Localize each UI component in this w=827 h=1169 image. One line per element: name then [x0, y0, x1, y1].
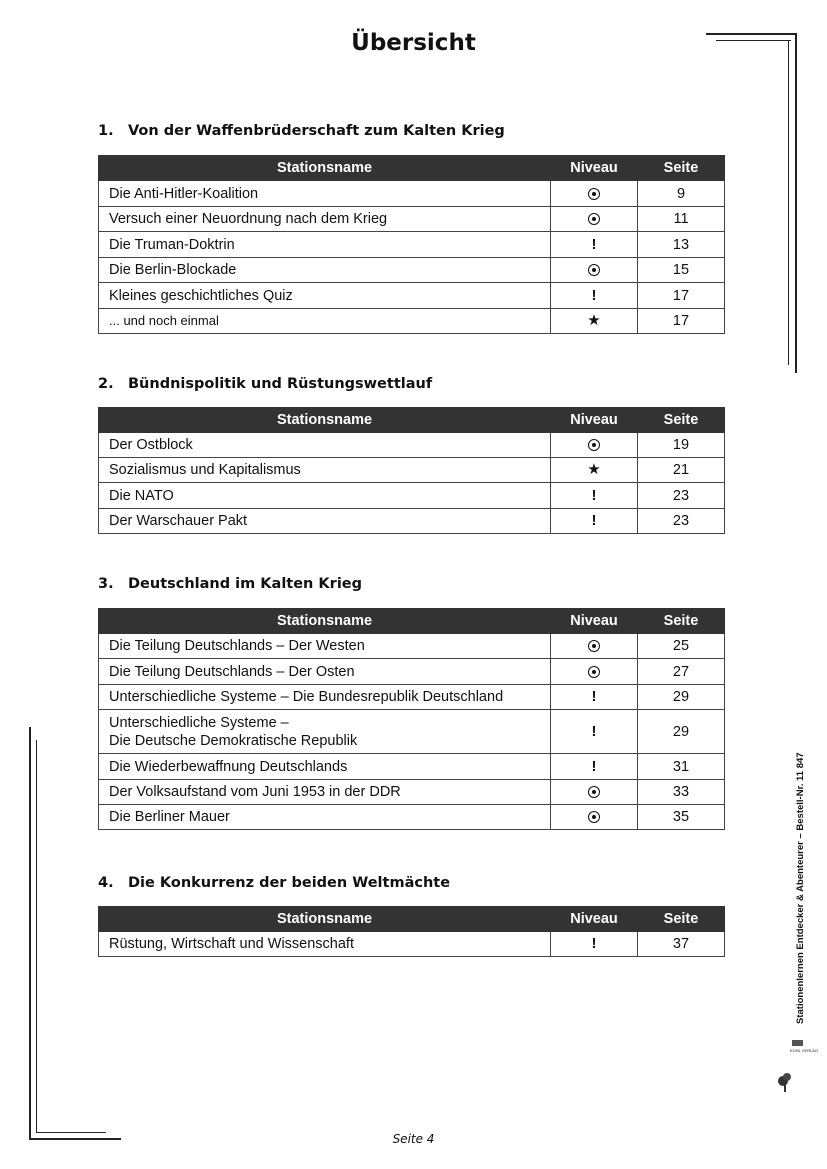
page-number: 19 [638, 433, 725, 458]
page-number: 17 [638, 309, 725, 334]
header-seite: Seite [638, 907, 725, 932]
star-icon: ★ [587, 312, 601, 329]
level-cell [551, 932, 638, 957]
exclamation-icon: ! [591, 512, 597, 529]
table-row [99, 509, 725, 534]
station-name: Die Wiederbewaffnung Deutschlands [109, 758, 348, 775]
page-title: Übersicht [351, 30, 476, 56]
table-row [99, 309, 725, 334]
publisher-logo-icon [774, 1038, 819, 1094]
exclamation-icon: ! [591, 722, 597, 740]
table-row [99, 634, 725, 659]
table-row [99, 805, 725, 830]
level-cell [551, 685, 638, 710]
header-seite: Seite [638, 609, 725, 634]
dot-circle-icon [588, 264, 600, 276]
section-heading [98, 875, 450, 891]
dot-circle-icon [588, 811, 600, 823]
section-number: 4. [98, 875, 114, 891]
stations-table [98, 906, 725, 957]
dot-circle-icon [588, 188, 600, 200]
station-name: Der Warschauer Pakt [109, 513, 248, 529]
table-row [99, 181, 725, 207]
station-name: Die Anti-Hitler-Koalition [109, 185, 259, 202]
table-row [99, 780, 725, 805]
header-stationsname: Stationsname [99, 609, 551, 634]
page-number: 37 [638, 932, 725, 957]
page-number: 21 [638, 458, 725, 483]
table-row [99, 710, 725, 754]
table-row [99, 754, 725, 780]
frame-right-line-inner [788, 40, 789, 365]
station-name: Der Ostblock [109, 437, 193, 453]
header-stationsname: Stationsname [99, 907, 551, 932]
page-number: 27 [638, 659, 725, 685]
page-number: 31 [638, 754, 725, 780]
station-name-line2: Die Deutsche Demokratische Republik [109, 732, 358, 749]
page-number: 25 [638, 634, 725, 659]
station-name-cell [99, 483, 551, 509]
station-name-cell [99, 659, 551, 685]
level-cell [551, 232, 638, 258]
exclamation-icon: ! [591, 757, 597, 775]
table-row [99, 932, 725, 957]
table-header-row [99, 907, 725, 932]
frame-left-line-inner [36, 740, 37, 1133]
station-name: ... und noch einmal [109, 313, 219, 328]
table-row [99, 433, 725, 458]
station-name: Rüstung, Wirtschaft und Wissenschaft [109, 936, 354, 952]
station-name: Die Berliner Mauer [109, 809, 230, 825]
exclamation-icon: ! [591, 688, 597, 705]
dot-circle-icon [588, 439, 600, 451]
level-cell [551, 433, 638, 458]
table-row [99, 483, 725, 509]
station-name: Die Berlin-Blockade [109, 262, 237, 278]
table-row [99, 258, 725, 283]
level-cell [551, 509, 638, 534]
page-number: 23 [638, 483, 725, 509]
exclamation-icon: ! [591, 486, 597, 504]
station-name: Unterschiedliche Systeme – [109, 714, 289, 731]
table-row [99, 685, 725, 710]
exclamation-icon: ! [591, 235, 597, 253]
dot-circle-icon [588, 786, 600, 798]
exclamation-icon: ! [591, 286, 597, 304]
header-niveau: Niveau [551, 408, 638, 433]
header-niveau: Niveau [551, 907, 638, 932]
level-cell [551, 634, 638, 659]
station-name-cell [99, 780, 551, 805]
station-name-cell [99, 805, 551, 830]
section-heading [98, 123, 505, 139]
stations-table [98, 407, 725, 534]
level-cell [551, 309, 638, 334]
station-name-cell [99, 710, 551, 754]
section-number: 2. [98, 376, 114, 392]
section-title: Bündnispolitik und Rüstungswettlauf [128, 376, 433, 392]
table-row [99, 458, 725, 483]
level-cell [551, 207, 638, 232]
stations-table [98, 608, 725, 830]
station-name-cell [99, 181, 551, 207]
page-number: 29 [638, 685, 725, 710]
section-number: 3. [98, 576, 114, 592]
station-name: Die Teilung Deutschlands – Der Westen [109, 638, 365, 654]
header-stationsname: Stationsname [99, 408, 551, 433]
table-header-row [99, 156, 725, 181]
level-cell [551, 483, 638, 509]
page-number: 11 [638, 207, 725, 232]
level-cell [551, 181, 638, 207]
header-seite: Seite [638, 408, 725, 433]
section-title: Deutschland im Kalten Krieg [128, 576, 363, 592]
station-name-cell [99, 433, 551, 458]
station-name: Sozialismus und Kapitalismus [109, 462, 301, 478]
page-number: 17 [638, 283, 725, 309]
station-name: Kleines geschichtliches Quiz [109, 287, 293, 304]
frame-right-line-outer [795, 33, 797, 373]
page-number: 29 [638, 710, 725, 754]
header-niveau: Niveau [551, 609, 638, 634]
side-order-text: Stationenlernen Entdecker & Abenteurer – Bestell-Nr. 11 847 [795, 752, 806, 1024]
level-cell [551, 659, 638, 685]
star-icon: ★ [587, 461, 601, 478]
stations-table [98, 155, 725, 334]
table-row [99, 207, 725, 232]
page-number: 9 [638, 181, 725, 207]
station-name-cell [99, 207, 551, 232]
level-cell [551, 458, 638, 483]
section-heading [98, 576, 362, 592]
page-number: 13 [638, 232, 725, 258]
logo-text: KOHL VERLAG [790, 1048, 819, 1053]
section-heading [98, 376, 432, 392]
station-name-cell [99, 754, 551, 780]
section-number: 1. [98, 123, 114, 139]
station-name-cell [99, 685, 551, 710]
station-name: Unterschiedliche Systeme – Die Bundesrepublik Deutschland [109, 689, 504, 705]
page-footer: Seite 4 [392, 1132, 435, 1146]
dot-circle-icon [588, 640, 600, 652]
station-name-cell [99, 283, 551, 309]
table-header-row [99, 408, 725, 433]
page-number: 15 [638, 258, 725, 283]
station-name: Die NATO [109, 487, 174, 504]
page-number: 33 [638, 780, 725, 805]
table-row [99, 659, 725, 685]
level-cell [551, 710, 638, 754]
station-name-cell [99, 232, 551, 258]
level-cell [551, 754, 638, 780]
table-row [99, 283, 725, 309]
level-cell [551, 283, 638, 309]
station-name: Die Truman-Doktrin [109, 236, 235, 253]
table-row [99, 232, 725, 258]
table-header-row [99, 609, 725, 634]
frame-left-line-outer [29, 727, 31, 1139]
station-name-cell [99, 932, 551, 957]
station-name: Die Teilung Deutschlands – Der Osten [109, 663, 355, 680]
station-name-cell [99, 258, 551, 283]
dot-circle-icon [588, 213, 600, 225]
section-title: Von der Waffenbrüderschaft zum Kalten Krieg [128, 123, 505, 139]
station-name: Der Volksaufstand vom Juni 1953 in der DDR [109, 784, 401, 800]
header-seite: Seite [638, 156, 725, 181]
level-cell [551, 258, 638, 283]
section-title: Die Konkurrenz der beiden Weltmächte [128, 875, 451, 891]
station-name-cell [99, 509, 551, 534]
dot-circle-icon [588, 666, 600, 678]
level-cell [551, 805, 638, 830]
exclamation-icon: ! [591, 935, 597, 952]
header-niveau: Niveau [551, 156, 638, 181]
station-name: Versuch einer Neuordnung nach dem Krieg [109, 211, 388, 227]
page-number: 35 [638, 805, 725, 830]
page-number: 23 [638, 509, 725, 534]
station-name-cell [99, 634, 551, 659]
header-stationsname: Stationsname [99, 156, 551, 181]
level-cell [551, 780, 638, 805]
station-name-cell [99, 309, 551, 334]
station-name-cell [99, 458, 551, 483]
